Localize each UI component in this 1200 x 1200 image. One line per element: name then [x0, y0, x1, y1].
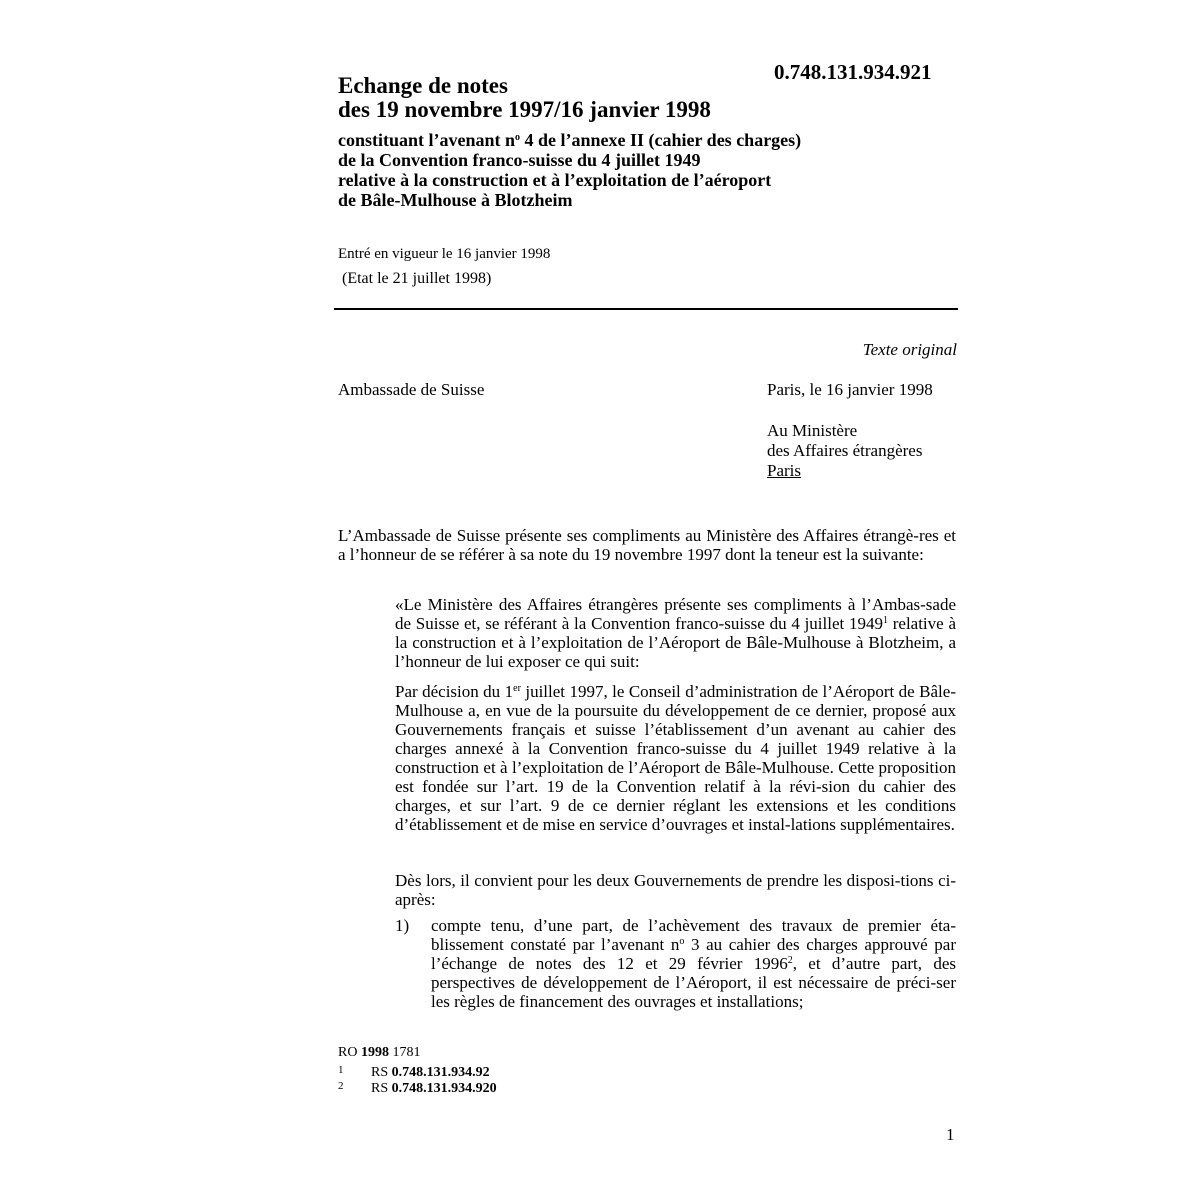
subtitle-line-1: constituant l’avenant $n^o$ 4 de l’annexe II (cahier des charges)	[338, 130, 802, 150]
sr-reference-number: 0.748.131.934.921	[774, 60, 932, 84]
place-date: Paris, le 16 janvier 1998	[767, 380, 933, 399]
recipient-city: Paris	[767, 461, 801, 480]
document-title	[338, 74, 711, 122]
body-paragraph-1: L’Ambassade de Suisse présente ses compliments au Ministère des Affaires étrangè-res et a l’honneur de se référer à sa note du 19 novembre 1997 dont la teneur est la suivante:	[338, 526, 956, 564]
footnote-ref-2: 2	[787, 955, 793, 966]
state-date: (Etat le 21 juillet 1998)	[342, 270, 492, 287]
original-text-label: Texte original	[862, 340, 957, 359]
footnote-2: 2 RS 0.748.131.934.920	[338, 1080, 497, 1096]
recipient-address	[767, 421, 922, 481]
list-item-text: compte tenu, d’une part, de l’achèvement des travaux de premier éta-blissement constaté par l’avenant $n^o$ 3 au cahier des charges approuvé par l’échange de notes des 12 et 29 février 1996$^2$, et d’autre part, des perspectives de développement de l’Aéroport, il est nécessaire de préci-ser les règles de financement des ouvrages et installations;	[431, 916, 956, 1011]
page-number: 1	[946, 1125, 955, 1144]
recipient-line-1: Au Ministère	[767, 421, 858, 440]
entry-into-force: Entré en vigueur le 16 janvier 1998	[338, 246, 551, 262]
title-line-2: des 19 novembre 1997/16 janvier 1998	[338, 97, 711, 122]
recipient-line-2: des Affaires étrangères	[767, 441, 923, 460]
quoted-paragraph-1: «Le Ministère des Affaires étrangères présente ses compliments à l’Ambas-sade de Suisse et, se référant à la Convention franco-suisse du 4 juillet 1949$^1$ relative à la construction et à l’exploitation de l’Aéroport de Bâle-Mulhouse à Blotzheim, a l’honneur de lui exposer ce qui suit:	[395, 595, 956, 671]
quoted-paragraph-3: Dès lors, il convient pour les deux Gouvernements de prendre les disposi-tions ci-après:	[395, 871, 956, 909]
subtitle-line-2: de la Convention franco-suisse du 4 juillet 1949	[338, 150, 701, 170]
sender: Ambassade de Suisse	[338, 380, 485, 399]
quoted-paragraph-2: Par décision du 1er juillet 1997, le Conseil d’administration de l’Aéroport de Bâle-Mulhouse a, en vue de la poursuite du développement de ce dernier, proposé aux Gouvernements français et suisse l’établissement d’un avenant au cahier des charges annexé à la Convention franco-suisse du 4 juillet 1949 relative à la construction et à l’exploitation de l’Aéroport de Bâle-Mulhouse. Cette proposition est fondée sur l’art. 19 de la Convention relatif à la révi-sion du cahier des charges, et sur l’art. 9 de ce dernier réglant les extensions et les conditions d’établissement et de mise en service d’ouvrages et instal-lations supplémentaires.	[395, 682, 956, 834]
title-line-1: Echange de notes	[338, 73, 508, 98]
list-item-number: 1)	[395, 916, 410, 935]
subtitle-line-3: relative à la construction et à l’exploitation de l’aéroport	[338, 170, 772, 190]
ro-reference: RO 1998 1781	[338, 1045, 421, 1060]
subtitle-line-4: de Bâle-Mulhouse à Blotzheim	[338, 190, 573, 210]
document-subtitle	[338, 130, 958, 210]
header-divider	[334, 308, 958, 310]
footnote-1: 1 RS 0.748.131.934.92	[338, 1064, 490, 1080]
footnote-ref-1: 1	[882, 615, 888, 626]
